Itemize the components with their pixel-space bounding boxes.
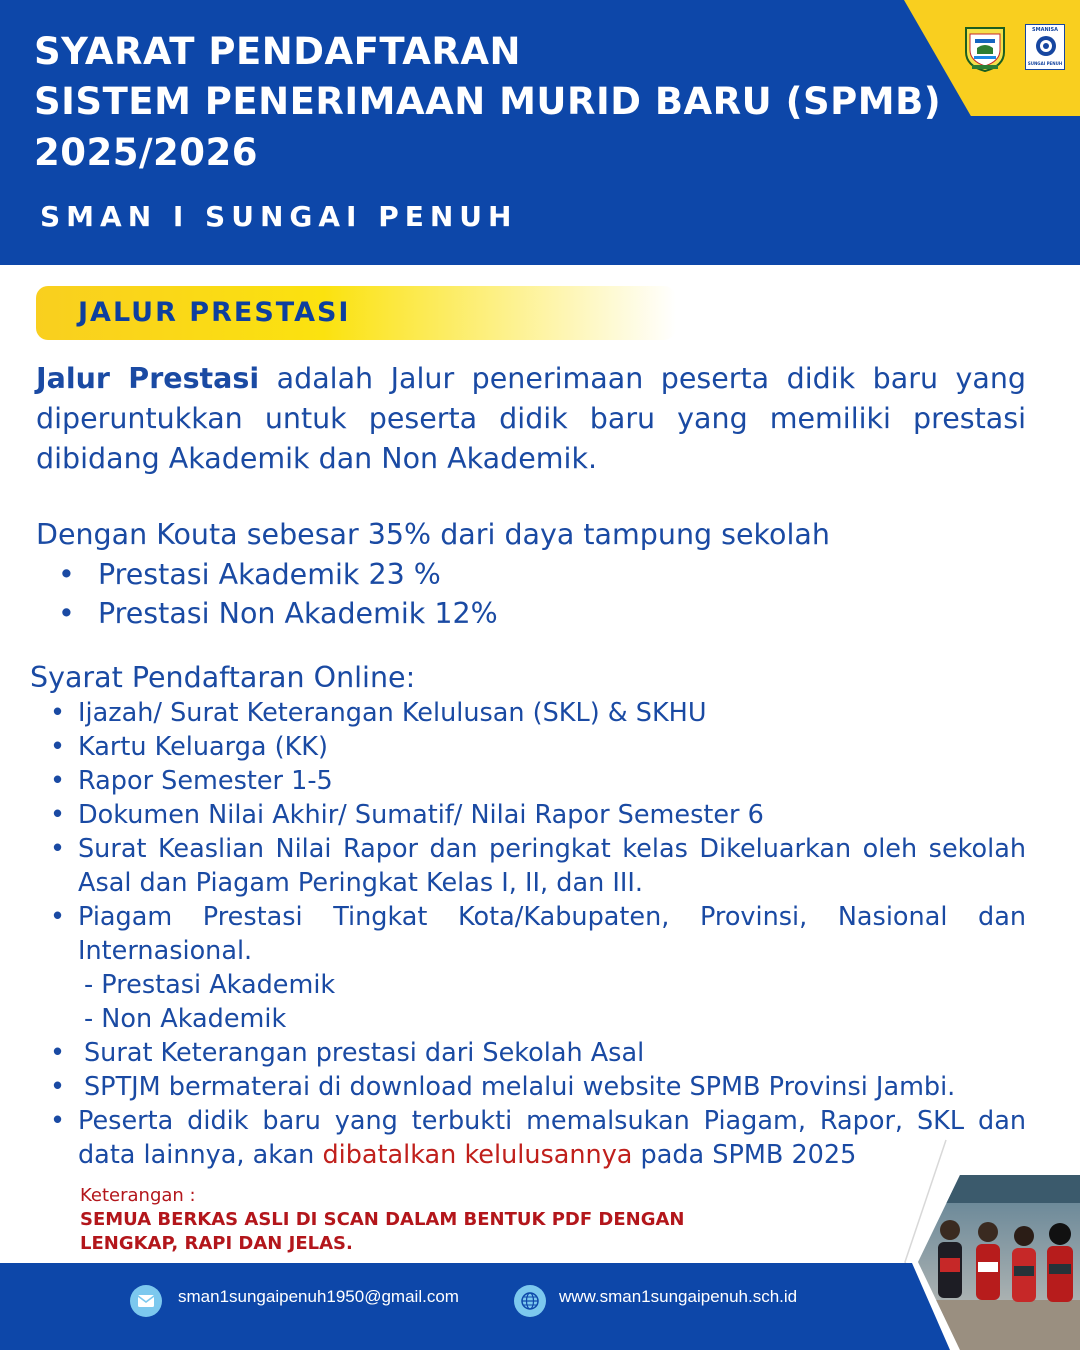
title-line-2: SISTEM PENERIMAAN MURID BARU (SPMB) <box>34 80 942 123</box>
warning-text-red: dibatalkan kelulusannya <box>322 1140 633 1170</box>
intro-lead: Jalur Prestasi <box>36 362 260 395</box>
note-line-2: LENGKAP, RAPI DAN JELAS. <box>80 1233 353 1254</box>
requirement-item: • Surat Keaslian Nilai Rapor dan peringkat kelas Dikeluarkan oleh sekolah Asal dan Piagam Peringkat Kelas I, II, dan III. <box>48 832 1026 900</box>
requirement-item: • Kartu Keluarga (KK) <box>48 730 1026 764</box>
smanisa-logo <box>1025 24 1065 70</box>
requirements-list <box>48 696 1026 1172</box>
requirement-item: • Rapor Semester 1-5 <box>48 764 1026 798</box>
quota-item: • Prestasi Akademik 23 % <box>56 555 498 594</box>
footer-email-link[interactable]: sman1sungaipenuh1950@gmail.com <box>178 1287 459 1306</box>
smanisa-logo-top-text: SMANISA <box>1032 27 1058 33</box>
mail-icon <box>130 1285 162 1317</box>
jalur-prestasi-badge <box>36 286 676 340</box>
requirement-item-piagam <box>48 900 1026 1036</box>
globe-icon <box>514 1285 546 1317</box>
jambi-crest-logo <box>962 24 1008 72</box>
quota-list <box>56 555 498 633</box>
requirement-item: • Dokumen Nilai Akhir/ Sumatif/ Nilai Rapor Semester 6 <box>48 798 1026 832</box>
quota-heading: Dengan Kouta sebesar 35% dari daya tampung sekolah <box>36 518 830 551</box>
requirement-item: • Surat Keterangan prestasi dari Sekolah Asal <box>48 1036 1026 1070</box>
badge-label: JALUR PRESTASI <box>78 297 351 328</box>
requirement-item: • SPTJM bermaterai di download melalui website SPMB Provinsi Jambi. <box>48 1070 1026 1104</box>
title-line-1: SYARAT PENDAFTARAN <box>34 30 521 73</box>
note-line-1: SEMUA BERKAS ASLI DI SCAN DALAM BENTUK PDF DENGAN <box>80 1209 685 1230</box>
requirement-item-warning <box>48 1104 1026 1172</box>
requirement-item: • Ijazah/ Surat Keterangan Kelulusan (SKL) & SKHU <box>48 696 1026 730</box>
title-line-3: 2025/2026 <box>34 131 258 174</box>
requirements-title: Syarat Pendaftaran Online: <box>30 661 416 694</box>
smanisa-logo-bottom-text: SUNGAI PENUH <box>1027 61 1063 66</box>
smanisa-emblem-icon <box>1035 35 1057 57</box>
piagam-text: Piagam Prestasi Tingkat Kota/Kabupaten, Provinsi, Nasional dan Internasional. <box>78 902 1026 966</box>
piagam-sub-non-akademik: - Non Akademik <box>84 1004 287 1034</box>
footer-website-link[interactable]: www.sman1sungaipenuh.sch.id <box>559 1287 798 1306</box>
note-label: Keterangan : <box>80 1185 196 1206</box>
school-name: SMAN I SUNGAI PENUH <box>40 200 518 233</box>
note-block <box>80 1184 685 1256</box>
intro-paragraph <box>36 359 1026 479</box>
warning-text-pre: Peserta didik baru yang terbukti memalsukan Piagam, Rapor, SKL dan data lainnya, akan <box>78 1106 1026 1170</box>
intro-text: adalah Jalur penerimaan peserta didik baru yang diperuntukkan untuk peserta didik baru yang memiliki prestasi dibidang Akademik dan Non Akademik. <box>36 362 1026 475</box>
quota-item: • Prestasi Non Akademik 12% <box>56 594 498 633</box>
piagam-sub-akademik: - Prestasi Akademik <box>84 970 336 1000</box>
warning-text-post: pada SPMB 2025 <box>632 1140 857 1170</box>
